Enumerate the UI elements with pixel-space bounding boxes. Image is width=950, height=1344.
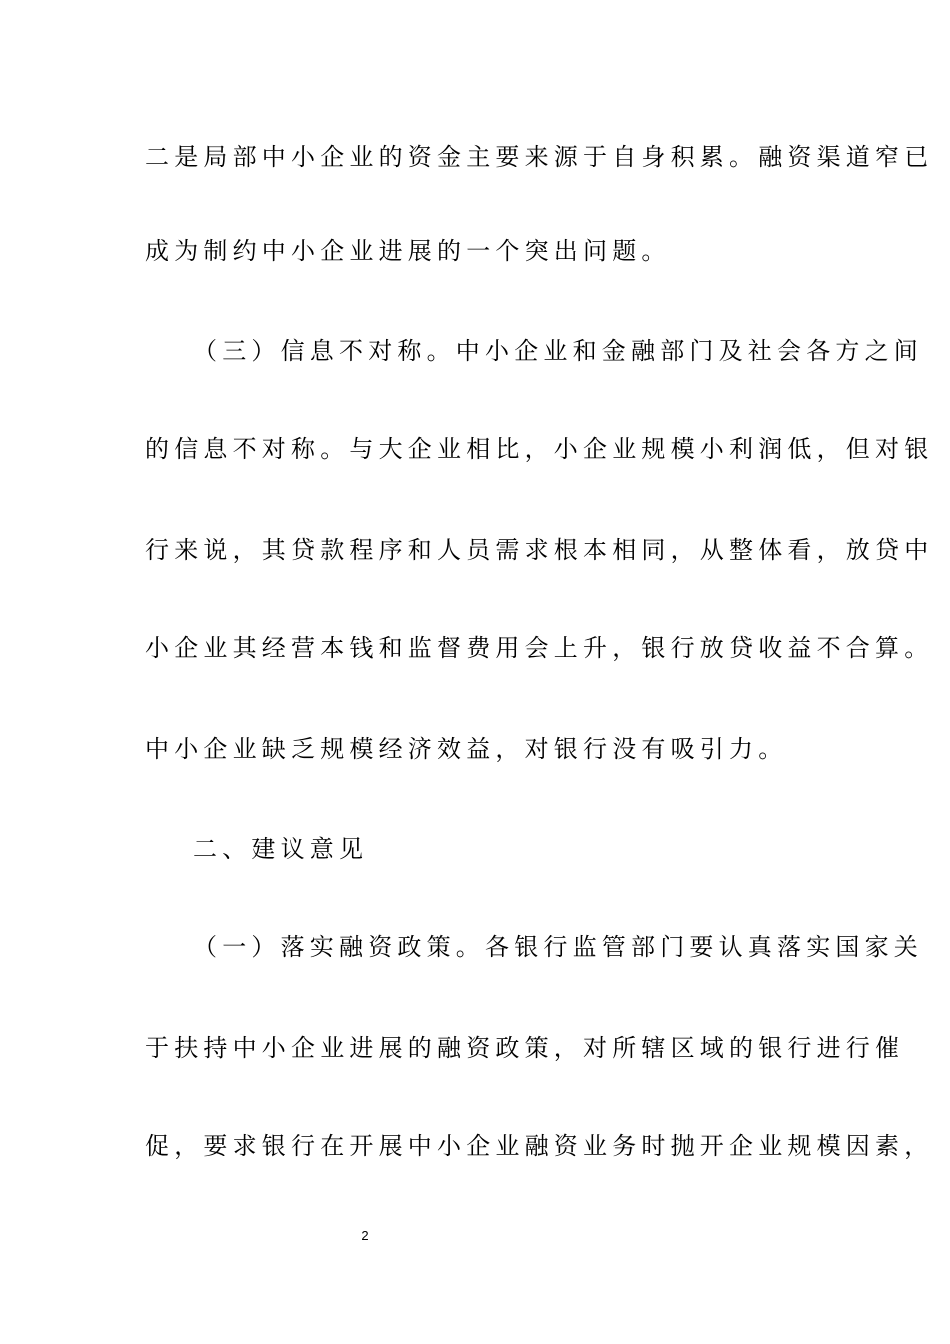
body-text-line: 行来说，其贷款程序和人员需求根本相同，从整体看，放贷中 [145, 536, 934, 564]
paragraph-heading-line: （一）落实融资政策。各银行监管部门要认真落实国家关 [193, 933, 923, 961]
section-heading: 二、建议意见 [193, 835, 369, 863]
body-text-line: 促，要求银行在开展中小企业融资业务时抛开企业规模因素， [145, 1132, 934, 1160]
body-text-line: 于扶持中小企业进展的融资政策，对所辖区域的银行进行催 [145, 1034, 905, 1062]
body-text-line: 的信息不对称。与大企业相比，小企业规模小利润低，但对银 [145, 435, 934, 463]
body-text-line: 成为制约中小企业进展的一个突出问题。 [145, 237, 671, 265]
paragraph-heading-line: （三）信息不对称。中小企业和金融部门及社会各方之间 [193, 337, 923, 365]
page-number: 2 [361, 1228, 369, 1243]
body-text-line: 小企业其经营本钱和监督费用会上升，银行放贷收益不合算。 [145, 634, 934, 662]
body-text-line: 二是局部中小企业的资金主要来源于自身积累。融资渠道窄已 [145, 143, 934, 171]
body-text-line: 中小企业缺乏规模经济效益，对银行没有吸引力。 [145, 735, 788, 763]
